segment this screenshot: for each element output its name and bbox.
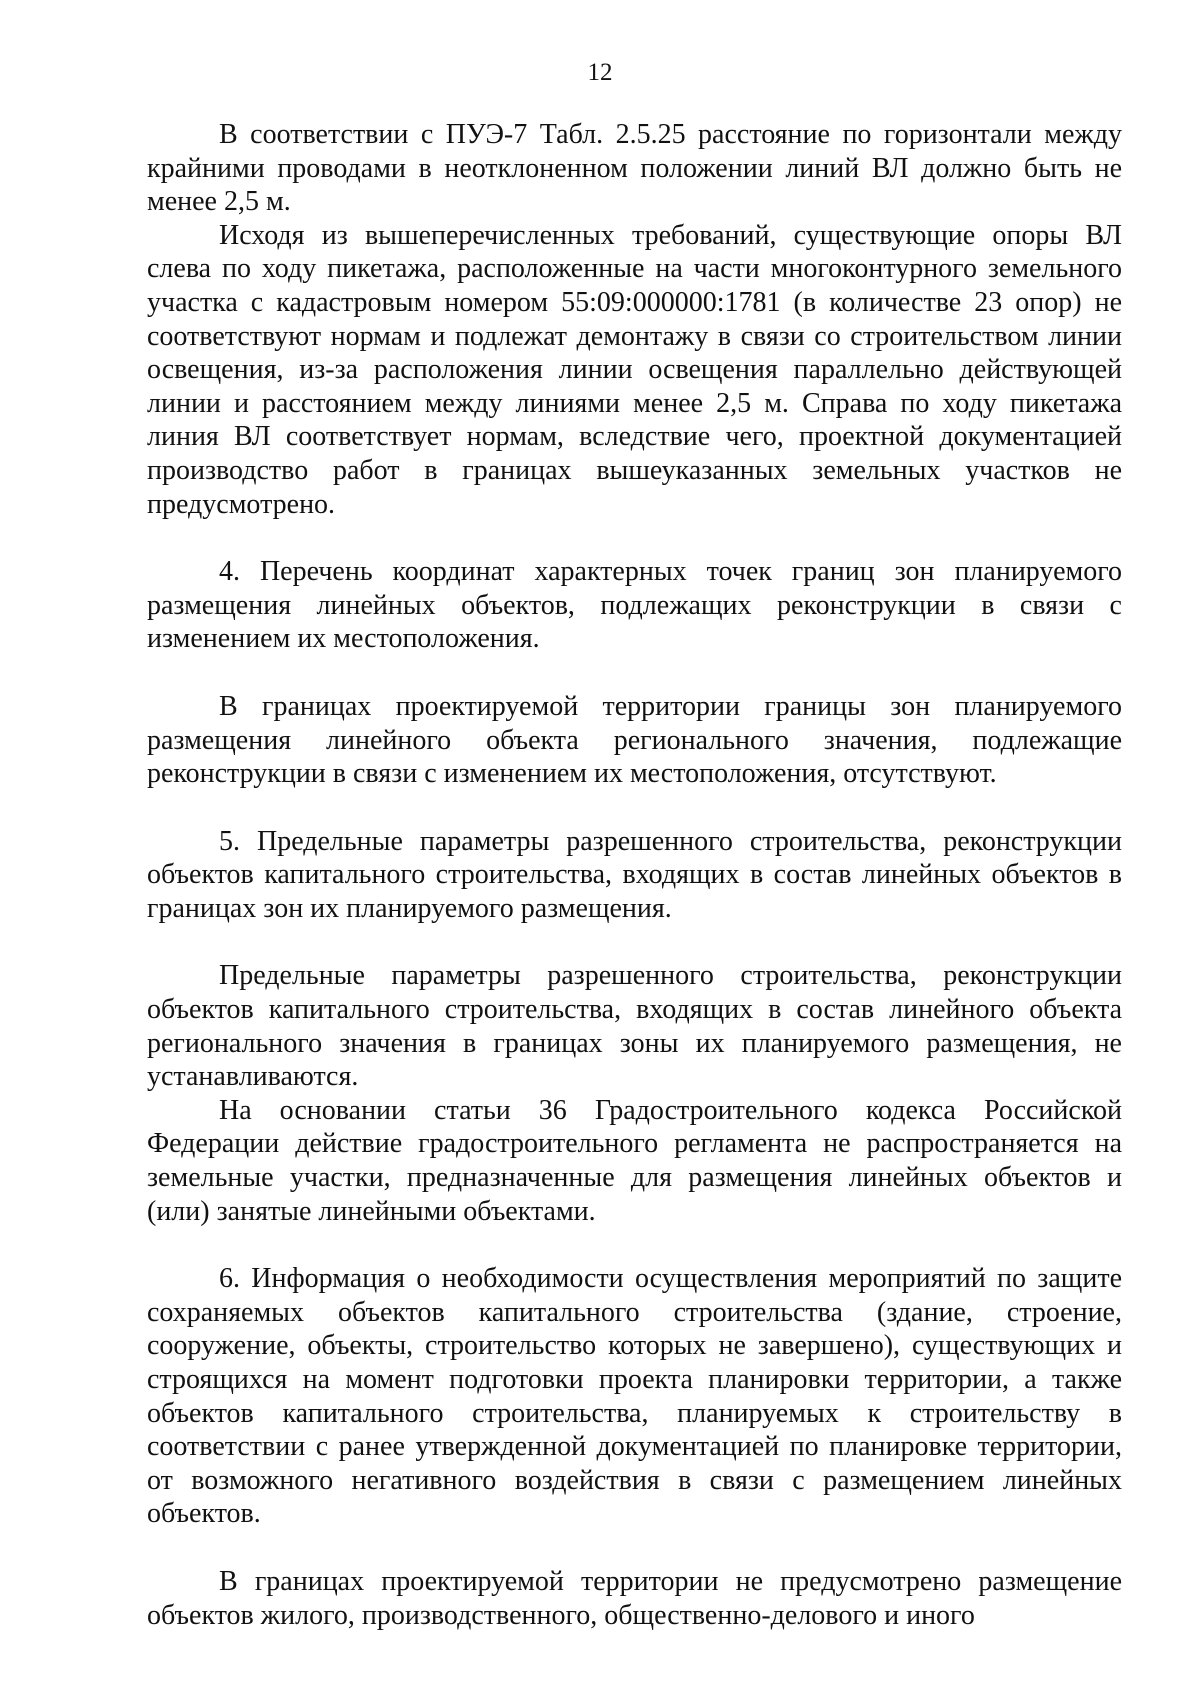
section-heading-5: 5. Предельные параметры разрешенного строительства, реконструкции объектов капитального строительства, входящих в состав линейных объектов в границах зон их планируемого размещения. bbox=[147, 825, 1122, 924]
document-body bbox=[147, 118, 1122, 1632]
paragraph-reconstruction-zones: В границах проектируемой территории границы зон планируемого размещения линейного объекта регионального значения, подлежащие реконструкции в связи с изменением их местоположения, отсутствуют. bbox=[147, 690, 1122, 790]
paragraph-no-placement: В границах проектируемой территории не предусмотрено размещение объектов жилого, производственного, общественно-делового и иного bbox=[147, 1565, 1122, 1631]
page-number: 12 bbox=[587, 59, 613, 86]
paragraph-distance-requirement: В соответствии с ПУЭ-7 Табл. 2.5.25 расстояние по горизонтали между крайними проводами в неотклоненном положении линий ВЛ должно быть не менее 2,5 м. bbox=[147, 119, 1122, 218]
paragraph-urban-code-article: На основании статьи 36 Градостроительного кодекса Российской Федерации действие градостроительного регламента не распространяется на земельные участки, предназначенные для размещения линейных объектов и (или) занятые линейными объектами. bbox=[147, 1094, 1122, 1227]
section-heading-6: 6. Информация о необходимости осуществления мероприятий по защите сохраняемых объектов капитального строительства (здание, строение, сооружение, объекты, строительство которых не завершено), существующих и строящихся на момент подготовки проекта планировки территории, а также объектов капитального строительства, планируемых к строительству в соответствии с ранее утвержденной документацией по планировке территории, от возможного негативного воздействия в связи с размещением линейных объектов. bbox=[147, 1263, 1122, 1530]
section-heading-4: 4. Перечень координат характерных точек границ зон планируемого размещения линейных объектов, подлежащих реконструкции в связи с изменением их местоположения. bbox=[147, 556, 1122, 655]
paragraph-existing-supports: Исходя из вышеперечисленных требований, существующие опоры ВЛ слева по ходу пикетажа, расположенные на части многоконтурного земельного участка с кадастровым номером 55:09:000000:1781 (в количестве 23 опор) не соответствуют нормам и подлежат демонтажу в связи со строительством линии освещения, из-за расположения линии освещения параллельно действующей линии и расстоянием между линиями менее 2,5 м. Справа по ходу пикетажа линия ВЛ соответствует нормам, вследствие чего, проектной документацией производство работ в границах вышеуказанных земельных участков не предусмотрено. bbox=[147, 219, 1122, 520]
paragraph-limit-parameters: Предельные параметры разрешенного строительства, реконструкции объектов капитального строительства, входящих в состав линейного объекта регионального значения в границах зоны их планируемого размещения, не устанавливаются. bbox=[147, 960, 1122, 1093]
